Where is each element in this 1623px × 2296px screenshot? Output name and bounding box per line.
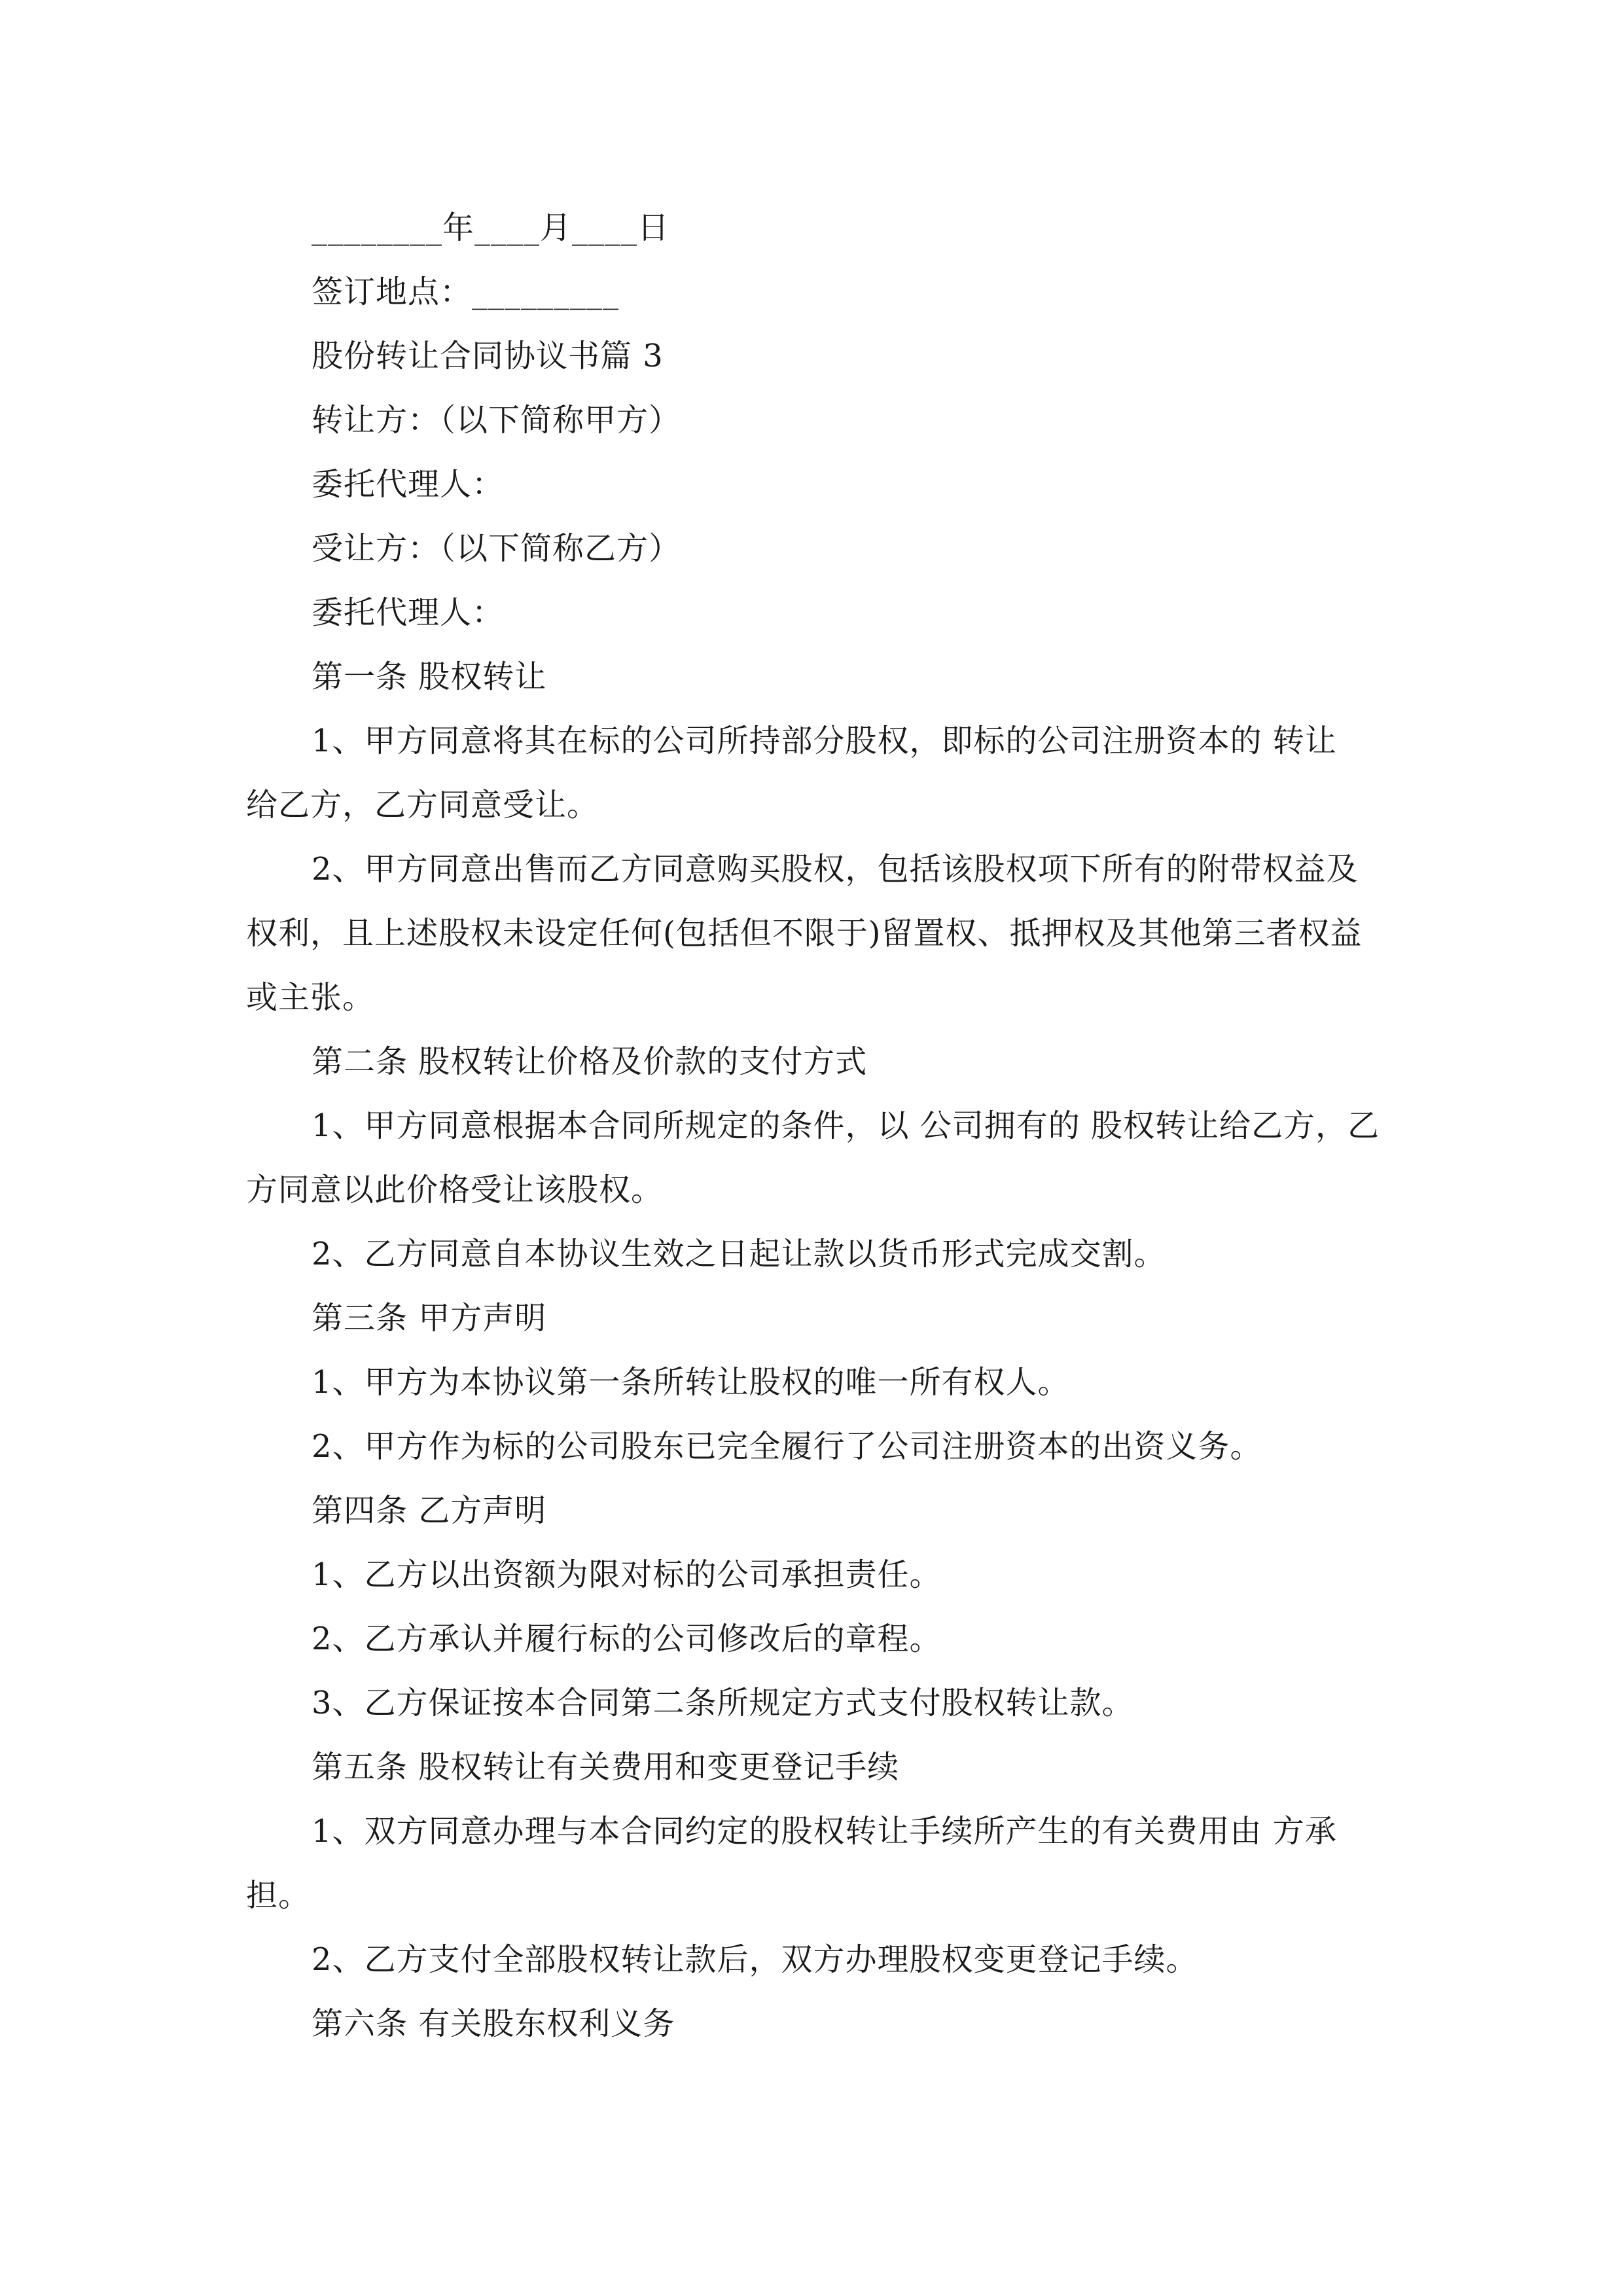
agent-line: 委托代理人： xyxy=(312,594,505,631)
paragraph-line: 担。 xyxy=(246,1877,311,1914)
transferor-line: 转让方：（以下简称甲方） xyxy=(312,402,681,439)
paragraph-line: 2、乙方支付全部股权转让款后，双方办理股权变更登记手续。 xyxy=(312,1941,1198,1978)
paragraph-line: 2、甲方同意出售而乙方同意购买股权，包括该股权项下所有的附带权益及 xyxy=(312,851,1359,888)
paragraph-line: 或主张。 xyxy=(246,979,375,1016)
paragraph-line: 方同意以此价格受让该股权。 xyxy=(246,1172,664,1208)
article-heading: 第六条 有关股东权利义务 xyxy=(312,2005,675,2042)
paragraph-line: 权利，且上述股权未设定任何(包括但不限于)留置权、抵押权及其他第三者权益 xyxy=(246,915,1363,952)
paragraph-line: 1、甲方同意将其在标的公司所持部分股权，即标的公司注册资本的 转让 xyxy=(312,723,1337,759)
section-title: 股份转让合同协议书篇 3 xyxy=(312,338,664,374)
paragraph-line: 1、甲方同意根据本合同所规定的条件，以 公司拥有的 股权转让给乙方，乙 xyxy=(312,1107,1380,1144)
article-heading: 第四条 乙方声明 xyxy=(312,1492,547,1529)
article-heading: 第一条 股权转让 xyxy=(312,658,547,695)
paragraph-line: 3、乙方保证按本合同第二条所规定方式支付股权转让款。 xyxy=(312,1685,1134,1721)
paragraph-line: 2、甲方作为标的公司股东已完全履行了公司注册资本的出资义务。 xyxy=(312,1428,1262,1465)
paragraph-line: 给乙方，乙方同意受让。 xyxy=(246,787,599,823)
article-heading: 第五条 股权转让有关费用和变更登记手续 xyxy=(312,1749,900,1785)
paragraph-line: 1、双方同意办理与本合同约定的股权转让手续所产生的有关费用由 方承 xyxy=(312,1813,1337,1850)
paragraph-line: 1、甲方为本协议第一条所转让股权的唯一所有权人。 xyxy=(312,1364,1070,1401)
article-heading: 第二条 股权转让价格及价款的支付方式 xyxy=(312,1043,868,1080)
transferee-line: 受让方：（以下简称乙方） xyxy=(312,530,681,567)
paragraph-line: 1、乙方以出资额为限对标的公司承担责任。 xyxy=(312,1556,942,1593)
signing-place-line: 签订地点：_________ xyxy=(312,274,620,310)
paragraph-line: 2、乙方同意自本协议生效之日起让款以货币形式完成交割。 xyxy=(312,1236,1166,1272)
agent-line: 委托代理人： xyxy=(312,466,505,503)
article-heading: 第三条 甲方声明 xyxy=(312,1300,547,1336)
date-line: ________年____月____日 xyxy=(312,209,670,246)
paragraph-line: 2、乙方承认并履行标的公司修改后的章程。 xyxy=(312,1621,942,1657)
